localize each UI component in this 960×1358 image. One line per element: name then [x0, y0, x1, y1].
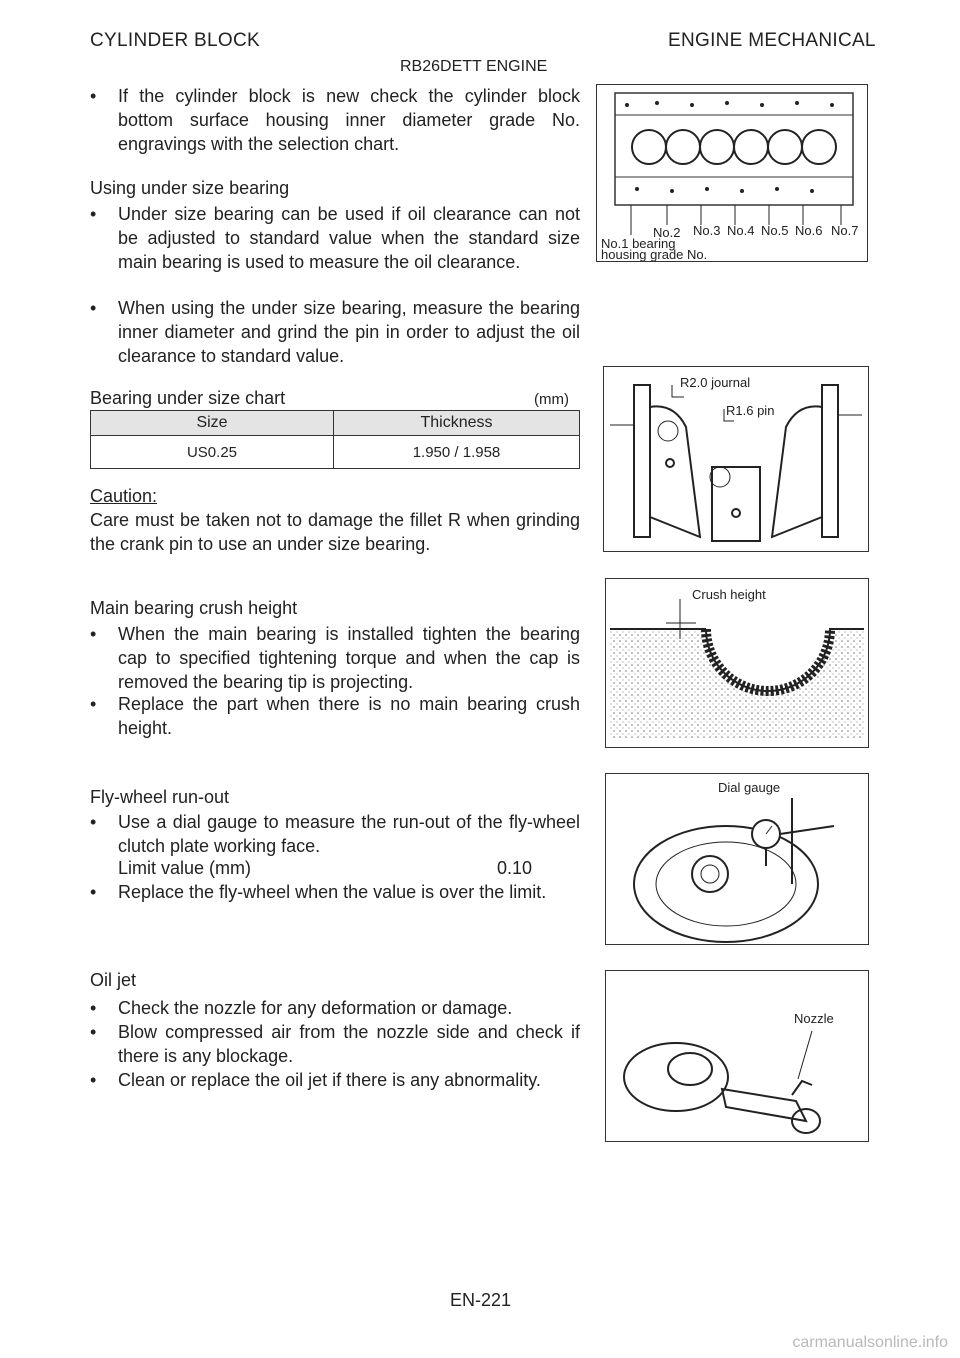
dial-gauge-label: Dial gauge: [718, 780, 781, 795]
table-header-size: Size: [91, 411, 334, 436]
oiljet-bullet-2: • Blow compressed air from the nozzle side and check if there is any blockage.: [90, 1022, 580, 1066]
table-row: [91, 436, 580, 469]
flywheel-heading: Fly-wheel run-out: [90, 787, 230, 807]
page-number: EN-221: [450, 1290, 512, 1310]
watermark: carmanualsonline.info: [792, 1334, 948, 1351]
header-chapter-title: ENGINE MECHANICAL: [668, 30, 876, 51]
caution-label: Caution:: [90, 486, 158, 506]
block-caption: housing grade No.: [601, 247, 708, 261]
figure-cylinder-block: [596, 84, 868, 262]
table-cell-thickness: 1.950 / 1.958: [334, 436, 580, 469]
block-label-4: No.4: [727, 223, 755, 238]
header-section-title: CYLINDER BLOCK: [90, 30, 260, 51]
bullet-dot: •: [90, 86, 97, 106]
flywheel-bullet-2: • Replace the fly-wheel when the value is over the limit.: [90, 882, 547, 902]
oiljet-bullet-1: • Check the nozzle for any deformation or damage.: [90, 998, 513, 1018]
under-size-bullet-2: • When using the under size bearing, measure the bearing inner diameter and grind the pin in order to adjust the oil clearance to standard value.: [90, 298, 580, 366]
bearing-size-table: [90, 410, 580, 469]
crush-height-label: Crush height: [692, 587, 766, 602]
flywheel-bullet-1: • Use a dial gauge to measure the run-out of the fly-wheel clutch plate working face.: [90, 812, 580, 856]
block-label-2: No.2: [653, 225, 681, 240]
figure-dial-gauge: [605, 773, 869, 945]
crush-bullet-2: • Replace the part when there is no main bearing crush height.: [90, 694, 580, 738]
crush-heading: Main bearing crush height: [90, 598, 298, 618]
crank-pin-label: R1.6 pin: [726, 403, 775, 418]
table-header-row: [91, 411, 580, 436]
figure-oil-jet: [605, 970, 869, 1142]
block-label-5: No.5: [761, 223, 789, 238]
nozzle-label: Nozzle: [794, 1011, 834, 1026]
figure-crush-height: [605, 578, 869, 748]
block-label-3: No.3: [693, 223, 721, 238]
under-size-bullet-1: • Under size bearing can be used if oil clearance can not be adjusted to standard value when the standard size main bearing is used to measure the oil clearance.: [90, 204, 580, 272]
table-header-thickness: Thickness: [334, 411, 580, 436]
table-cell-size: US0.25: [91, 436, 334, 469]
block-label-7: No.7: [831, 223, 859, 238]
header-engine-model: RB26DETT ENGINE: [400, 58, 548, 75]
figure-crankshaft: [603, 366, 869, 552]
flywheel-limit-value: 0.10: [497, 858, 533, 878]
under-size-heading: Using under size bearing: [90, 178, 290, 198]
intro-bullet: • If the cylinder block is new check the cylinder block bottom surface housing inner diameter grade No. engravings with the selection chart.: [90, 86, 580, 154]
block-label-6: No.6: [795, 223, 823, 238]
caution-text: Care must be taken not to damage the fillet R when grinding the crank pin to use an under size bearing.: [90, 510, 580, 554]
flywheel-limit-label: Limit value (mm): [118, 858, 252, 878]
oiljet-bullet-3: • Clean or replace the oil jet if there is any abnormality.: [90, 1070, 541, 1090]
chart-unit: (mm): [534, 391, 569, 408]
oiljet-heading: Oil jet: [90, 970, 137, 990]
crush-bullet-1: • When the main bearing is installed tighten the bearing cap to specified tightening torque and when the cap is removed the bearing tip is projecting.: [90, 624, 580, 692]
crank-journal-label: R2.0 journal: [680, 375, 751, 390]
block-label-1: No.1 bearing: [601, 236, 676, 251]
chart-title: Bearing under size chart: [90, 388, 286, 408]
